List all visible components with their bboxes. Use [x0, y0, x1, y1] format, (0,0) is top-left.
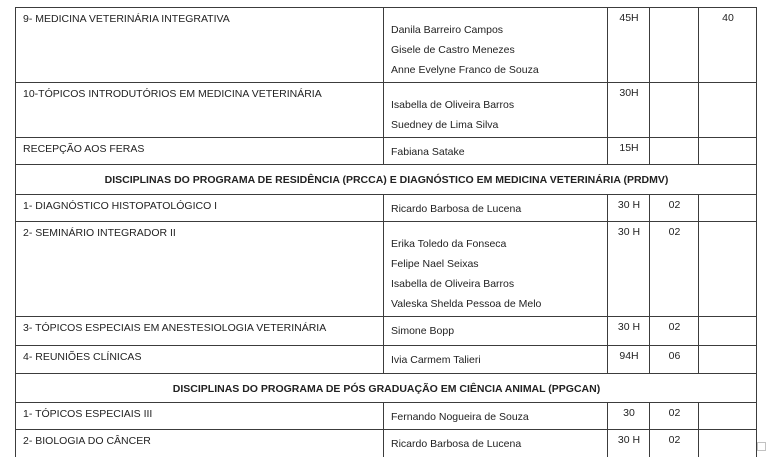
professor-list [391, 142, 601, 162]
professor-name: Ricardo Barbosa de Lucena [391, 438, 522, 450]
discipline-cell: 4- REUNIÕES CLÍNICAS [16, 346, 384, 374]
discipline-cell: RECEPÇÃO AOS FERAS [16, 138, 384, 165]
professor-list [391, 321, 601, 341]
vacancies-cell [699, 346, 757, 374]
hours-cell: 30 [608, 403, 650, 430]
section-header-row [16, 374, 757, 403]
professor-list [391, 226, 601, 314]
professor-name: Ivia Carmem Talieri [391, 354, 481, 366]
vacancies-cell [699, 222, 757, 317]
professor-list [391, 199, 601, 219]
table-row [16, 317, 757, 346]
credits-cell: 02 [650, 403, 699, 430]
professors-cell [384, 8, 608, 83]
professors-cell [384, 83, 608, 138]
discipline-cell: 1- DIAGNÓSTICO HISTOPATOLÓGICO I [16, 195, 384, 222]
table-row [16, 195, 757, 222]
professor-name: Isabella de Oliveira Barros [391, 278, 515, 290]
table-resize-handle[interactable] [757, 442, 766, 451]
professor-name: Erika Toledo da Fonseca [391, 238, 507, 250]
hours-cell: 30H [608, 83, 650, 138]
table-row [16, 222, 757, 317]
professors-cell [384, 195, 608, 222]
hours-cell: 94H [608, 346, 650, 374]
table-row [16, 403, 757, 430]
professor-name: Simone Bopp [391, 325, 455, 337]
credits-cell: 02 [650, 317, 699, 346]
professors-cell [384, 403, 608, 430]
professor-name: Gisele de Castro Menezes [391, 44, 515, 56]
discipline-cell: 2- SEMINÁRIO INTEGRADOR II [16, 222, 384, 317]
table-row [16, 430, 757, 457]
hours-cell: 15H [608, 138, 650, 165]
vacancies-cell [699, 195, 757, 222]
vacancies-cell [699, 317, 757, 346]
credits-cell: 02 [650, 430, 699, 457]
disciplines-table-body [16, 8, 757, 457]
professor-name: Suedney de Lima Silva [391, 119, 499, 131]
discipline-cell: 10-TÓPICOS INTRODUTÓRIOS EM MEDICINA VETERINÁRIA [16, 83, 384, 138]
professor-name: Fernando Nogueira de Souza [391, 411, 529, 423]
professor-list [391, 434, 601, 454]
professor-name: Felipe Nael Seixas [391, 258, 479, 270]
hours-cell: 45H [608, 8, 650, 83]
section-header-row [16, 165, 757, 195]
professors-cell [384, 222, 608, 317]
professor-name: Isabella de Oliveira Barros [391, 99, 515, 111]
discipline-cell: 9- MEDICINA VETERINÁRIA INTEGRATIVA [16, 8, 384, 83]
section-header-cell: DISCIPLINAS DO PROGRAMA DE RESIDÊNCIA (PRCCA) E DIAGNÓSTICO EM MEDICINA VETERINÁRIA (PRDMV) [16, 165, 757, 195]
table-row [16, 8, 757, 83]
professor-list [391, 407, 601, 427]
vacancies-cell [699, 403, 757, 430]
section-header-cell: DISCIPLINAS DO PROGRAMA DE PÓS GRADUAÇÃO EM CIÊNCIA ANIMAL (PPGCAN) [16, 374, 757, 403]
hours-cell: 30 H [608, 222, 650, 317]
discipline-cell: 2- BIOLOGIA DO CÂNCER [16, 430, 384, 457]
vacancies-cell [699, 83, 757, 138]
professor-name: Anne Evelyne Franco de Souza [391, 64, 539, 76]
table-row [16, 346, 757, 374]
professors-cell [384, 346, 608, 374]
professors-cell [384, 317, 608, 346]
credits-cell [650, 83, 699, 138]
professor-list [391, 12, 601, 80]
professors-cell [384, 138, 608, 165]
professor-name: Fabiana Satake [391, 146, 465, 158]
credits-cell: 02 [650, 222, 699, 317]
hours-cell: 30 H [608, 195, 650, 222]
hours-cell: 30 H [608, 317, 650, 346]
discipline-cell: 1- TÓPICOS ESPECIAIS III [16, 403, 384, 430]
table-row [16, 138, 757, 165]
professors-cell [384, 430, 608, 457]
professor-name: Danila Barreiro Campos [391, 24, 504, 36]
professor-name: Ricardo Barbosa de Lucena [391, 203, 522, 215]
credits-cell [650, 138, 699, 165]
professor-list [391, 350, 601, 370]
hours-cell: 30 H [608, 430, 650, 457]
credits-cell: 06 [650, 346, 699, 374]
professor-list [391, 87, 601, 135]
vacancies-cell [699, 138, 757, 165]
disciplines-table [15, 7, 757, 457]
professor-name: Valeska Shelda Pessoa de Melo [391, 298, 542, 310]
vacancies-cell: 40 [699, 8, 757, 83]
vacancies-cell [699, 430, 757, 457]
credits-cell [650, 8, 699, 83]
table-row [16, 83, 757, 138]
credits-cell: 02 [650, 195, 699, 222]
discipline-cell: 3- TÓPICOS ESPECIAIS EM ANESTESIOLOGIA VETERINÁRIA [16, 317, 384, 346]
